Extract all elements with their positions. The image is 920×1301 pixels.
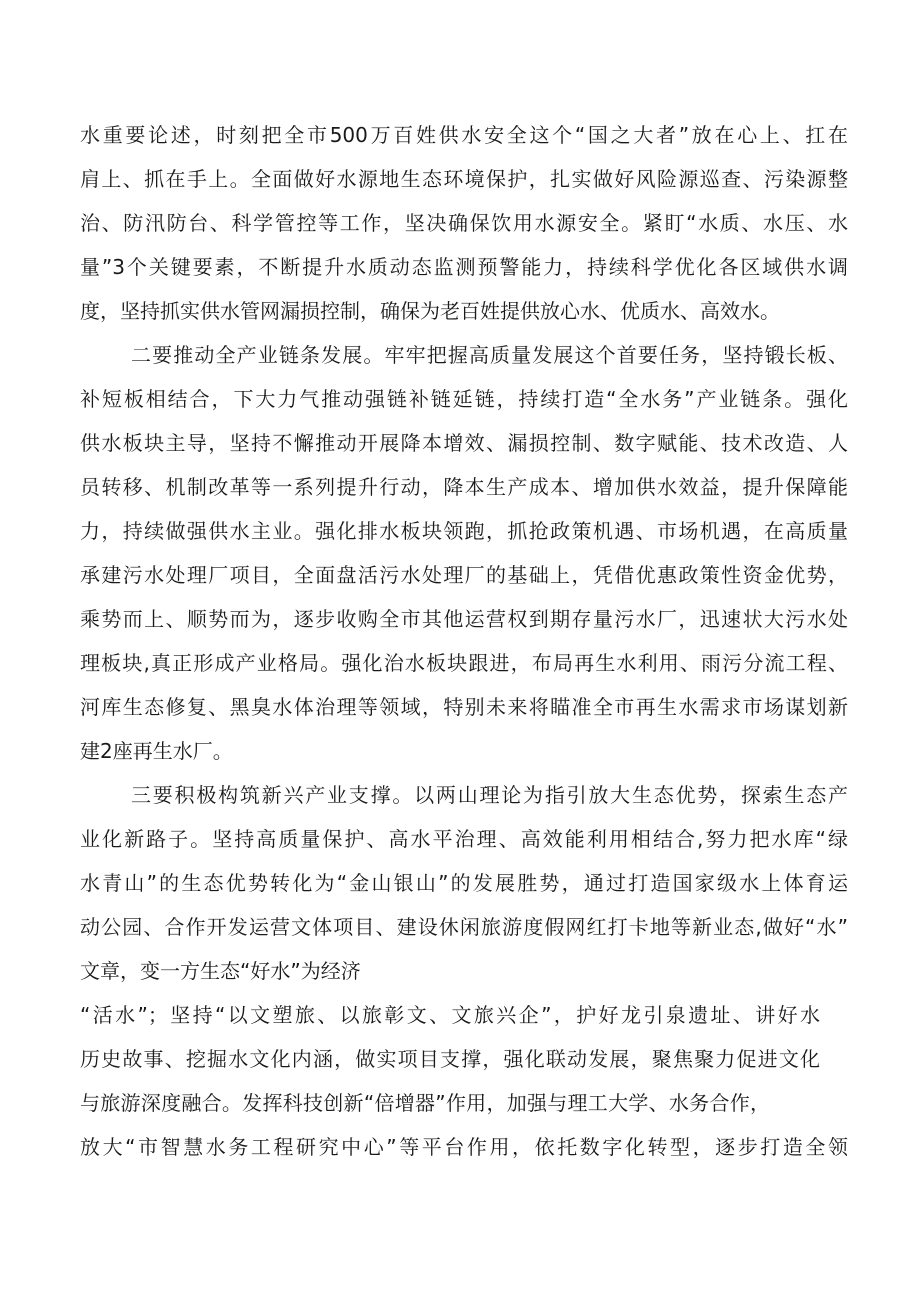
paragraph-line: “活水”；坚持“以文塑旅、以旅彰文、文旅兴企”，护好龙引泉遗址、讲好水 — [80, 1003, 820, 1027]
paragraph-line: 理板块,真正形成产业格局。强化治水板块跟进，布局再生水利用、雨污分流工程、 — [80, 651, 848, 675]
paragraph-line: 动公园、合作开发运营文体项目、建设休闲旅游度假网红打卡地等新业态,做好“水” — [80, 915, 848, 939]
paragraph-line: 供水板块主导，坚持不懈推动开展降本增效、漏损控制、数字赋能、技术改造、人 — [80, 431, 848, 455]
paragraph-line: 放大“市智慧水务工程研究中心”等平台作用，依托数字化转型，逐步打造全领 — [80, 1135, 848, 1159]
paragraph-line: 历史故事、挖掘水文化内涵，做实项目支撑，强化联动发展，聚焦聚力促进文化 — [80, 1047, 820, 1071]
paragraph-line: 文章，变一方生态“好水”为经济 — [80, 959, 361, 983]
paragraph-line: 水青山”的生态优势转化为“金山银山”的发展胜势，通过打造国家级水上体育运 — [80, 871, 848, 895]
paragraph-line: 河库生态修复、黑臭水体治理等领域，特别未来将瞄准全市再生水需求市场谋划新 — [80, 695, 848, 719]
paragraph-line: 员转移、机制改革等一系列提升行动，降本生产成本、增加供水效益，提升保障能 — [80, 475, 848, 499]
paragraph-line: 三要积极构筑新兴产业支撑。以两山理论为指引放大生态优势，探索生态产 — [131, 783, 848, 807]
paragraph-line: 建2座再生水厂。 — [80, 739, 233, 763]
paragraph-line: 肩上、抓在手上。全面做好水源地生态环境保护，扎实做好风险源巡查、污染源整 — [80, 167, 848, 191]
paragraph-line: 业化新路子。坚持高质量保护、高水平治理、高效能利用相结合,努力把水库“绿 — [80, 827, 848, 851]
paragraph-line: 补短板相结合，下大力气推动强链补链延链，持续打造“全水务”产业链条。强化 — [80, 387, 848, 411]
paragraph-line: 乘势而上、顺势而为，逐步收购全市其他运营权到期存量污水厂，迅速状大污水处 — [80, 607, 848, 631]
paragraph-line: 度，坚持抓实供水管网漏损控制，确保为老百姓提供放心水、优质水、高效水。 — [80, 299, 780, 323]
paragraph-line: 治、防汛防台、科学管控等工作，坚决确保饮用水源安全。紧盯“水质、水压、水 — [80, 211, 848, 235]
paragraph-line: 承建污水处理厂项目，全面盘活污水处理厂的基础上，凭借优惠政策性资金优势， — [80, 563, 848, 587]
paragraph-line: 二要推动全产业链条发展。牢牢把握高质量发展这个首要任务，坚持锻长板、 — [131, 343, 848, 367]
paragraph-line: 量”3个关键要素，不断提升水质动态监测预警能力，持续科学优化各区域供水调 — [80, 255, 848, 279]
paragraph-line: 与旅游深度融合。发挥科技创新“倍增器”作用，加强与理工大学、水务合作， — [80, 1091, 770, 1115]
paragraph-line: 水重要论述，时刻把全市500万百姓供水安全这个“国之大者”放在心上、扛在 — [80, 123, 848, 147]
paragraph-line: 力，持续做强供水主业。强化排水板块领跑，抓抢政策机遇、市场机遇，在高质量 — [80, 519, 848, 543]
